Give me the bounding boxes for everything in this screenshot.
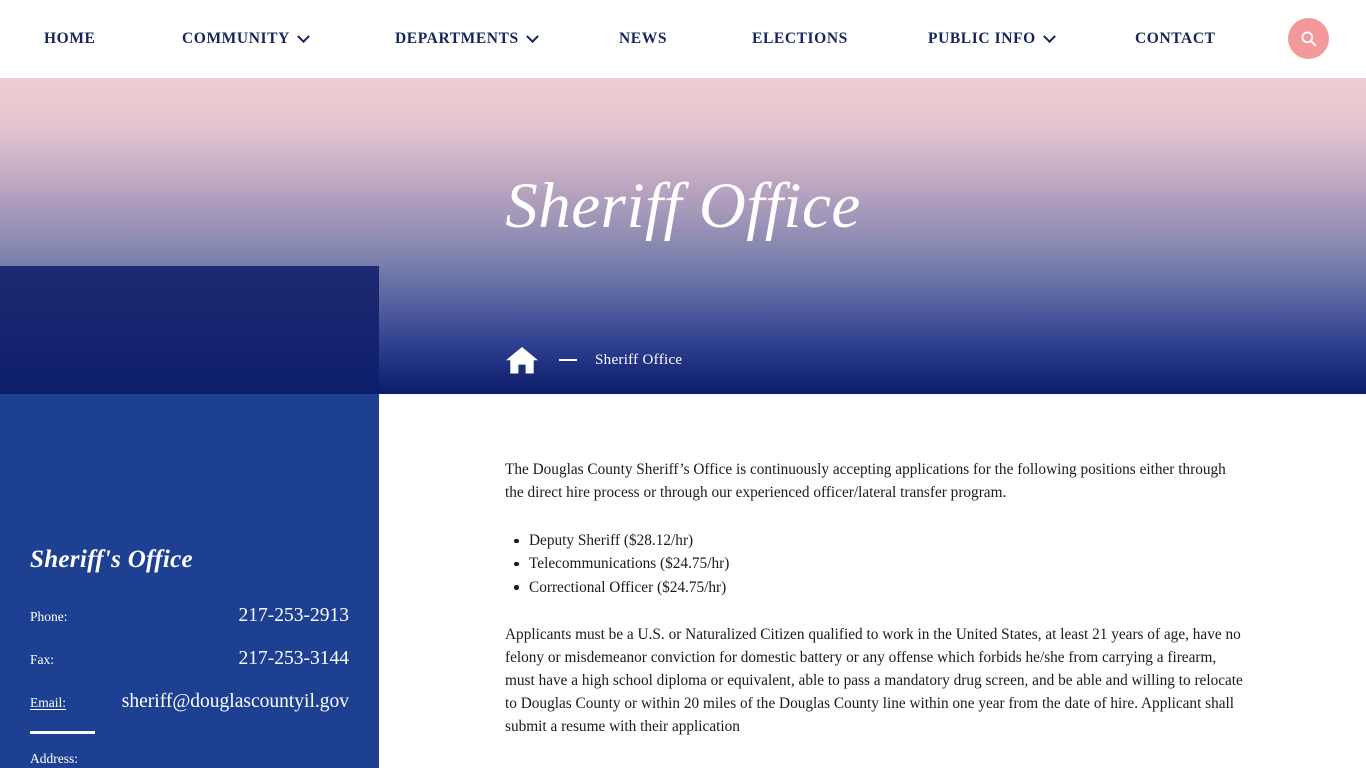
nav-item-elections[interactable] [752, 30, 848, 48]
contact-row-phone [30, 605, 349, 627]
nav-item-community[interactable] [182, 30, 308, 48]
search-icon [1299, 29, 1318, 48]
sidebar-top-panel [0, 266, 379, 394]
contact-row-email [30, 691, 349, 713]
breadcrumb-current-page: Sheriff Office [595, 351, 683, 368]
chevron-down-icon[interactable] [297, 30, 310, 43]
sidebar-heading: Sheriff's Office [30, 546, 193, 573]
chevron-down-icon[interactable] [1043, 30, 1056, 43]
page-title: Sheriff Office [505, 170, 861, 242]
contact-label-fax: Fax: [30, 652, 55, 667]
main-content [379, 394, 1366, 768]
contact-label-address: Address: [30, 751, 78, 766]
nav-item-news[interactable] [619, 30, 667, 48]
position-list-item: Deputy Sheriff ($28.12/hr) [505, 529, 1245, 552]
nav-item-home[interactable] [44, 30, 95, 48]
open-positions-list [505, 529, 1245, 599]
nav-item-public-info[interactable] [928, 30, 1054, 48]
sidebar-contact-panel [0, 394, 379, 768]
contact-label-email[interactable]: Email: [30, 695, 66, 710]
nav-item-label: DEPARTMENTS [395, 30, 519, 47]
position-list-item: Correctional Officer ($24.75/hr) [505, 576, 1245, 599]
breadcrumb [505, 345, 682, 375]
sidebar-divider [30, 731, 95, 734]
nav-item-label: ELECTIONS [752, 30, 848, 47]
nav-item-label: CONTACT [1135, 30, 1216, 47]
nav-list [0, 0, 1366, 78]
nav-item-departments[interactable] [395, 30, 537, 48]
nav-item-label: NEWS [619, 30, 668, 47]
position-list-item: Telecommunications ($24.75/hr) [505, 552, 1245, 575]
intro-paragraph: The Douglas County Sheriff’s Office is continuously accepting applications for the following positions either through the direct hire process or through our experienced officer/lateral transfer program. [505, 461, 1226, 501]
contact-value-fax: 217-253-3144 [238, 648, 349, 669]
breadcrumb-home-link[interactable] [505, 345, 539, 375]
search-button[interactable] [1288, 18, 1329, 59]
contact-row-fax [30, 648, 349, 670]
breadcrumb-separator [559, 359, 577, 361]
contact-value-email[interactable]: sheriff@douglascountyil.gov [121, 691, 349, 712]
main-navigation-bar [0, 0, 1366, 78]
nav-item-label: HOME [44, 30, 96, 47]
nav-item-label: PUBLIC INFO [928, 30, 1036, 47]
chevron-down-icon[interactable] [526, 30, 539, 43]
requirements-paragraph: Applicants must be a U.S. or Naturalized Citizen qualified to work in the United States, at least 21 years of age, have no felony or misdemeanor conviction for domestic battery or any offense which forbids he/she from carrying a firearm, must have a high school diploma or equivalent, able to pass a mandatory drug screen, and be able and willing to relocate to Douglas County or within 20 miles of the Douglas County line within one year from the date of hire. Applicant shall submit a resume with their application [505, 626, 1243, 735]
nav-item-contact[interactable] [1135, 30, 1216, 48]
contact-value-phone[interactable]: 217-253-2913 [238, 605, 349, 626]
nav-item-label: COMMUNITY [182, 30, 290, 47]
contact-label-phone: Phone: [30, 609, 68, 624]
home-icon [505, 345, 539, 375]
contact-row-address [30, 750, 78, 768]
